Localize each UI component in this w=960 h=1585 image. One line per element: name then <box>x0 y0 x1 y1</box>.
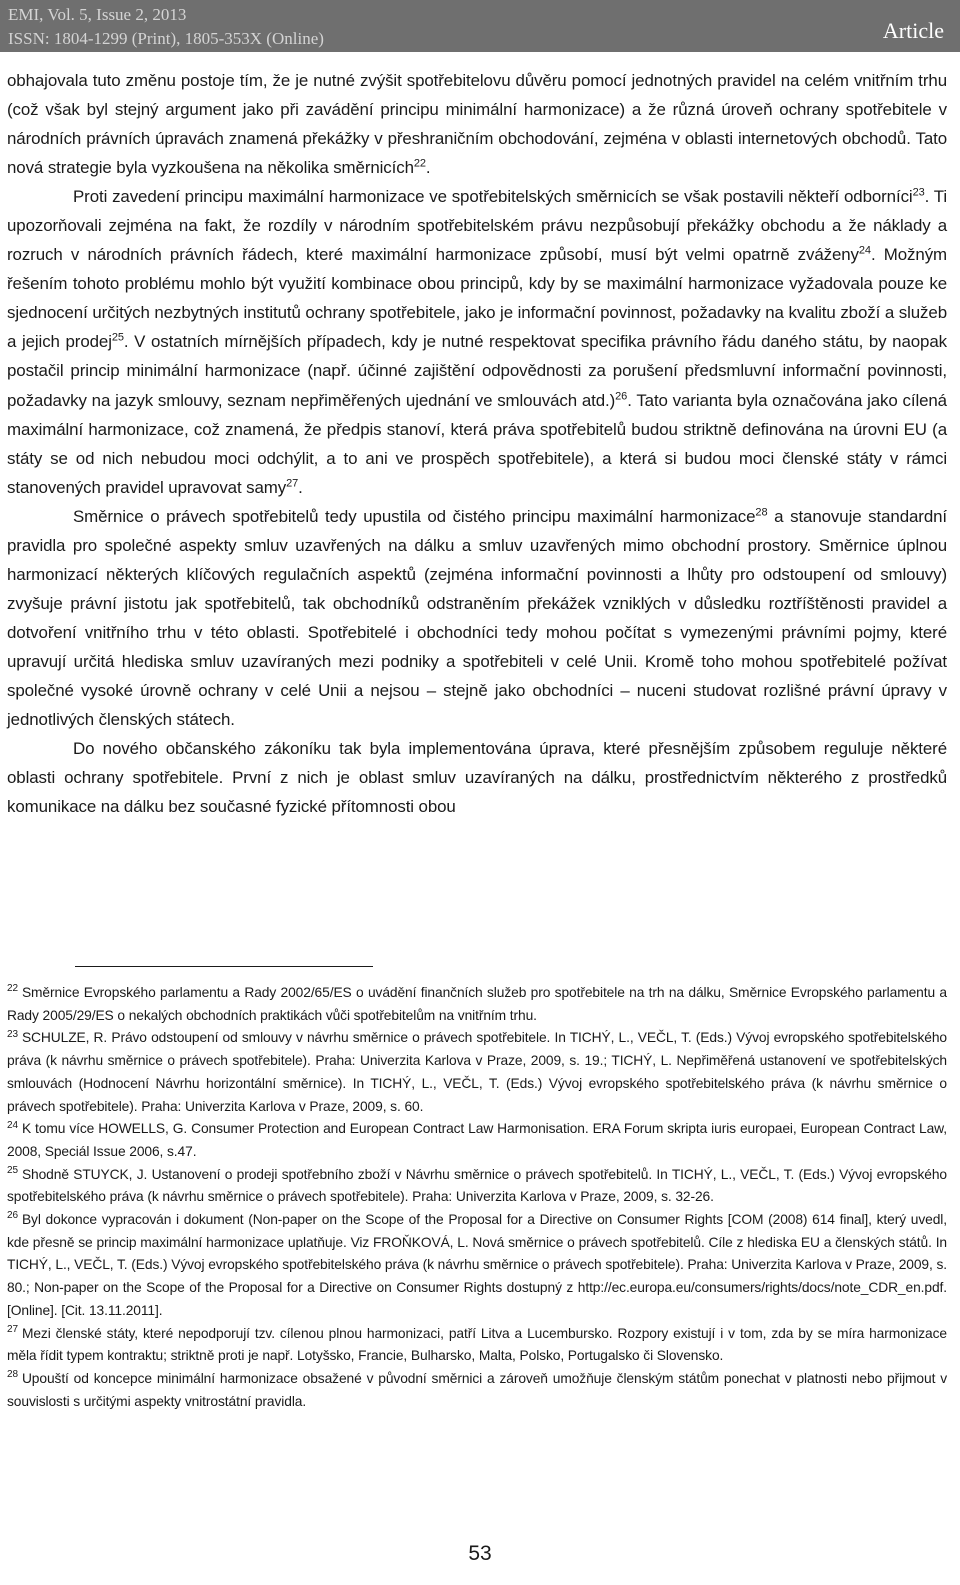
paragraph-1: obhajovala tuto změnu postoje tím, že je nutné zvýšit spotřebitelovu důvěru pomocí jednotných pravidel na celém vnitřním trhu (což však byl stejný argument jako při zavádění principu minimální harmonizace) a že různá úroveň ochrany spotřebitele v národních právních úpravách znamená překážky v přeshraničním obchodování, zejména v oblasti internetových obchodů. Tato nová strategie byla vyzkoušena na několika směrnicích$^{22}$. <box>7 71 947 178</box>
page-header <box>0 0 960 52</box>
footnote-ref-22[interactable]: 22 <box>413 157 426 170</box>
header-journal-info <box>8 3 324 51</box>
footnotes <box>7 982 947 1413</box>
footnote-ref-25[interactable]: 25 <box>111 331 124 344</box>
footnote-ref-24[interactable]: 24 <box>858 244 871 257</box>
paragraph-3: Směrnice o právech spotřebitelů tedy upustila od čistého principu maximální harmonizace$^{28}$ a stanovuje standardní pravidla pro společné aspekty smluv uzavřených na dálku a smluv uzavřených mimo obchodní prostory. Směrnice úplnou harmonizací některých klíčových regulačních aspektů (zejména informační povinnosti a lhůty pro odstoupení od smlouvy) zvyšuje právní jistotu jak spotřebitelů, tak obchodníků odstraněním překážek vzniklých v důsledku roztříštěnosti pravidel a dotvoření vnitřního trhu v této oblasti. Spotřebitelé i obchodníci tedy mohou počítat s vymezenými právními pojmy, které upravují určitá hlediska smluv uzavíraných mezi podniky a spotřebiteli v celé Unii. Kromě toho mohou spotřebitelé požívat společné vysoké úrovně ochrany v celé Unii a nejsou – stejně jako obchodníci – nuceni studovat rozlišné právní úpravy v jednotlivých členských státech. <box>7 506 947 730</box>
footnote-ref-26[interactable]: 26 <box>615 389 628 402</box>
footnote-26: $^{26}$ Byl dokonce vypracován i dokument (Non-paper on the Scope of the Proposal for a Directive on Consumer Rights [COM (2008) 614 final], který uvedl, kde přesně se princip maximální harmonizace uplatňuje. Viz FROŇKOVÁ, L. Nová směrnice o právech spotřebitelů. Cíle z hlediska EU a členských států. In TICHÝ, L., VEČL, T. (Eds.) Vývoj evropského spotřebitelského práva (k návrhu směrnice o právech spotřebitele). Praha: Univerzita Karlova v Praze, 2009, s. 80.; Non-paper on the Scope of the Proposal for a Directive on Consumer Rights dostupný z http://ec.europa.eu/consumers/rights/docs/note_CDR_en.pdf. [Online]. [Cit. 13.11.2011]. <box>7 1210 947 1318</box>
footnote-separator <box>75 966 373 967</box>
footnote-27: $^{27}$ Mezi členské státy, které nepodporují tzv. cílenou plnou harmonizaci, patří Litva a Lucembursko. Rozpory existují i v tom, zda by se míra harmonizace měla řídit typem kontraktu; striktně proti je např. Lotyšsko, Francie, Bulharsko, Malta, Polsko, Portugalsko či Slovensko. <box>7 1323 947 1364</box>
footnote-ref-23[interactable]: 23 <box>912 186 925 199</box>
paragraph-4: Do nového občanského zákoníku tak byla implementována úprava, které přesnějším způsobem reguluje některé oblasti ochrany spotřebitele. První z nich je oblast smluv uzavíraných na dálku, prostřednictvím některého z prostředků komunikace na dálku bez současné fyzické přítomnosti obou <box>7 739 947 817</box>
paragraph-2: Proti zavedení principu maximální harmonizace ve spotřebitelských směrnicích se však postavili někteří odborníci$^{23}$. Ti upozorňovali zejména na fakt, že rozdíly v národním spotřebitelském právu nezpůsobují překážky obchodu a že náklady a rozruch v národních právních řádech, které maximální harmonizace způsobí, musí být velmi opatrně zváženy$^{24}$. Možným řešením tohoto problému mohlo být využití kombinace obou principů, kdy by se maximální harmonizace vyžadovala pouze ke sjednocení určitých nezbytných institutů ochrany spotřebitele, jako je informační povinnost, požadavky na kvalitu zboží a služeb a jejich prodej$^{25}$. V ostatních mírnějších případech, kdy je nutné respektovat specifika právního řádu daného státu, by naopak postačil princip minimální harmonizace (např. účinné zajištění odpovědnosti za porušení předsmluvní informační povinnosti, požadavky na jazyk smlouvy, seznam nepřiměřených ujednání ve smlouvách atd.)$^{26}$. Tato varianta byla označována jako cílená maximální harmonizace, což znamená, že předpis stanoví, která práva spotřebitelů budou striktně definována na úrovni EU (a státy se od nich nebudou moci odchýlit, a to ani ve prospěch spotřebitele), a která si budou moci členské státy v rámci stanovených pravidel upravovat samy$^{27}$. <box>7 186 948 497</box>
journal-volume: EMI, Vol. 5, Issue 2, 2013 <box>8 5 187 24</box>
body-text <box>7 66 947 821</box>
footnote-28: $^{28}$ Upouští od koncepce minimální harmonizace obsažené v původní směrnici a zároveň umožňuje členským státům ponechat v platnosti nebo přijmout v souvislosti s určitými aspekty vnitrostátní pravidla. <box>7 1369 947 1409</box>
article-type-label: Article <box>882 18 944 43</box>
footnote-ref-27[interactable]: 27 <box>286 477 299 490</box>
footnote-24: $^{24}$ K tomu více HOWELLS, G. Consumer Protection and European Contract Law Harmonisation. ERA Forum skripta iuris europaei, European Contract Law, 2008, Speciál Issue 2006, s.47. <box>7 1119 947 1159</box>
journal-issn: ISSN: 1804-1299 (Print), 1805-353X (Online) <box>8 29 324 48</box>
footnote-23: $^{23}$ SCHULZE, R. Právo odstoupení od smlouvy v návrhu směrnice o právech spotřebitele. In TICHÝ, L., VEČL, T. (Eds.) Vývoj evropského spotřebitelského práva (k návrhu směrnice o právech spotřebitele). Praha: Univerzita Karlova v Praze, 2009, s. 19.; TICHÝ, L. Nepřiměřená ustanovení ve spotřebitelských smlouvách (Hodnocení Návrhu horizontální směrnice). In TICHÝ, L., VEČL, T. (Eds.) Vývoj evropského spotřebitelského práva (k návrhu směrnice o právech spotřebitele). Praha: Univerzita Karlova v Praze, 2009, s. 60. <box>7 1028 947 1114</box>
footnote-25: $^{25}$ Shodně STUYCK, J. Ustanovení o prodeji spotřebního zboží v Návrhu směrnice o právech spotřebitelů. In TICHÝ, L., VEČL, T. (Eds.) Vývoj evropského spotřebitelského práva (k návrhu směrnice o právech spotřebitele). Praha: Univerzita Karlova v Praze, 2009, s. 32-26. <box>7 1165 947 1205</box>
footnote-ref-28[interactable]: 28 <box>755 506 768 519</box>
page-number: 53 <box>468 1542 492 1565</box>
footnote-22: $^{22}$ Směrnice Evropského parlamentu a Rady 2002/65/ES o uvádění finančních služeb pro spotřebitele na trh na dálku, Směrnice Evropského parlamentu a Rady 2005/29/ES o nekalých obchodních praktikách vůči spotřebitelům na vnitřním trhu. <box>7 983 947 1023</box>
